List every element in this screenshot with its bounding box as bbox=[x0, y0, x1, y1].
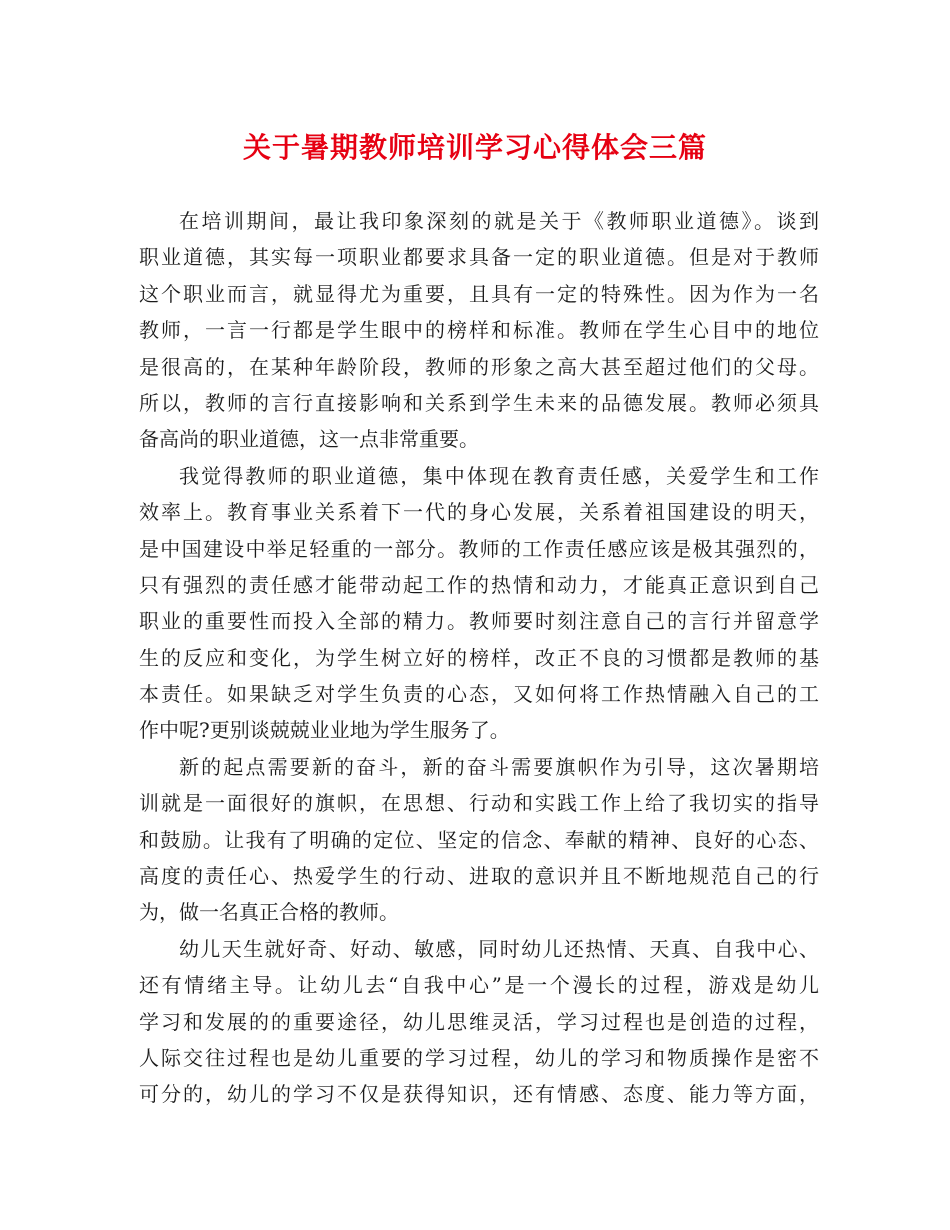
text-line: 教师，一言一行都是学生眼中的榜样和标准。教师在学生心目中的地位 bbox=[139, 318, 819, 343]
text-line: 是中国建设中举足轻重的一部分。教师的工作责任感应该是极其强烈的， bbox=[139, 536, 819, 561]
text-line: 效率上。教育事业关系着下一代的身心发展，关系着祖国建设的明天， bbox=[139, 500, 819, 525]
text-line: 只有强烈的责任感才能带动起工作的热情和动力，才能真正意识到自己 bbox=[139, 572, 819, 597]
text-line: 幼儿天生就好奇、好动、敏感，同时幼儿还热情、天真、自我中心、 bbox=[179, 936, 819, 961]
text-line: 高度的责任心、热爱学生的行动、进取的意识并且不断地规范自己的行 bbox=[139, 864, 819, 889]
text-line: 职业的重要性而投入全部的精力。教师要时刻注意自己的言行并留意学 bbox=[139, 609, 819, 634]
text-line: 学习和发展的的重要途径，幼儿思维灵活，学习过程也是创造的过程， bbox=[139, 1009, 819, 1034]
text-line: 还有情绪主导。让幼儿去“自我中心”是一个漫长的过程，游戏是幼儿 bbox=[139, 973, 819, 998]
document-body bbox=[139, 203, 819, 1113]
text-line: 我觉得教师的职业道德，集中体现在教育责任感，关爱学生和工作 bbox=[179, 463, 819, 488]
text-line: 人际交往过程也是幼儿重要的学习过程，幼儿的学习和物质操作是密不 bbox=[139, 1045, 819, 1070]
text-line: 可分的，幼儿的学习不仅是获得知识，还有情感、态度、能力等方面， bbox=[139, 1082, 819, 1107]
text-line: 所以，教师的言行直接影响和关系到学生未来的品德发展。教师必须具 bbox=[139, 390, 819, 415]
text-line: 职业道德，其实每一项职业都要求具备一定的职业道德。但是对于教师 bbox=[139, 245, 819, 270]
text-line: 是很高的，在某种年龄阶段，教师的形象之高大甚至超过他们的父母。 bbox=[139, 354, 819, 379]
text-line: 作中呢?更别谈兢兢业业地为学生服务了。 bbox=[139, 718, 510, 743]
text-line: 本责任。如果缺乏对学生负责的心态，又如何将工作热情融入自己的工 bbox=[139, 682, 819, 707]
document-title: 关于暑期教师培训学习心得体会三篇 bbox=[242, 131, 707, 164]
text-line: 和鼓励。让我有了明确的定位、坚定的信念、奉献的精神、良好的心态、 bbox=[139, 827, 819, 852]
text-line: 新的起点需要新的奋斗，新的奋斗需要旗帜作为引导，这次暑期培 bbox=[179, 754, 819, 779]
text-line: 训就是一面很好的旗帜，在思想、行动和实践工作上给了我切实的指导 bbox=[139, 791, 819, 816]
text-line: 备高尚的职业道德，这一点非常重要。 bbox=[139, 427, 479, 452]
text-line: 生的反应和变化，为学生树立好的榜样，改正不良的习惯都是教师的基 bbox=[139, 645, 819, 670]
text-line: 在培训期间，最让我印象深刻的就是关于《教师职业道德》。谈到 bbox=[179, 209, 819, 233]
text-line: 这个职业而言，就显得尤为重要，且具有一定的特殊性。因为作为一名 bbox=[139, 281, 819, 306]
text-line: 为，做一名真正合格的教师。 bbox=[139, 900, 399, 925]
